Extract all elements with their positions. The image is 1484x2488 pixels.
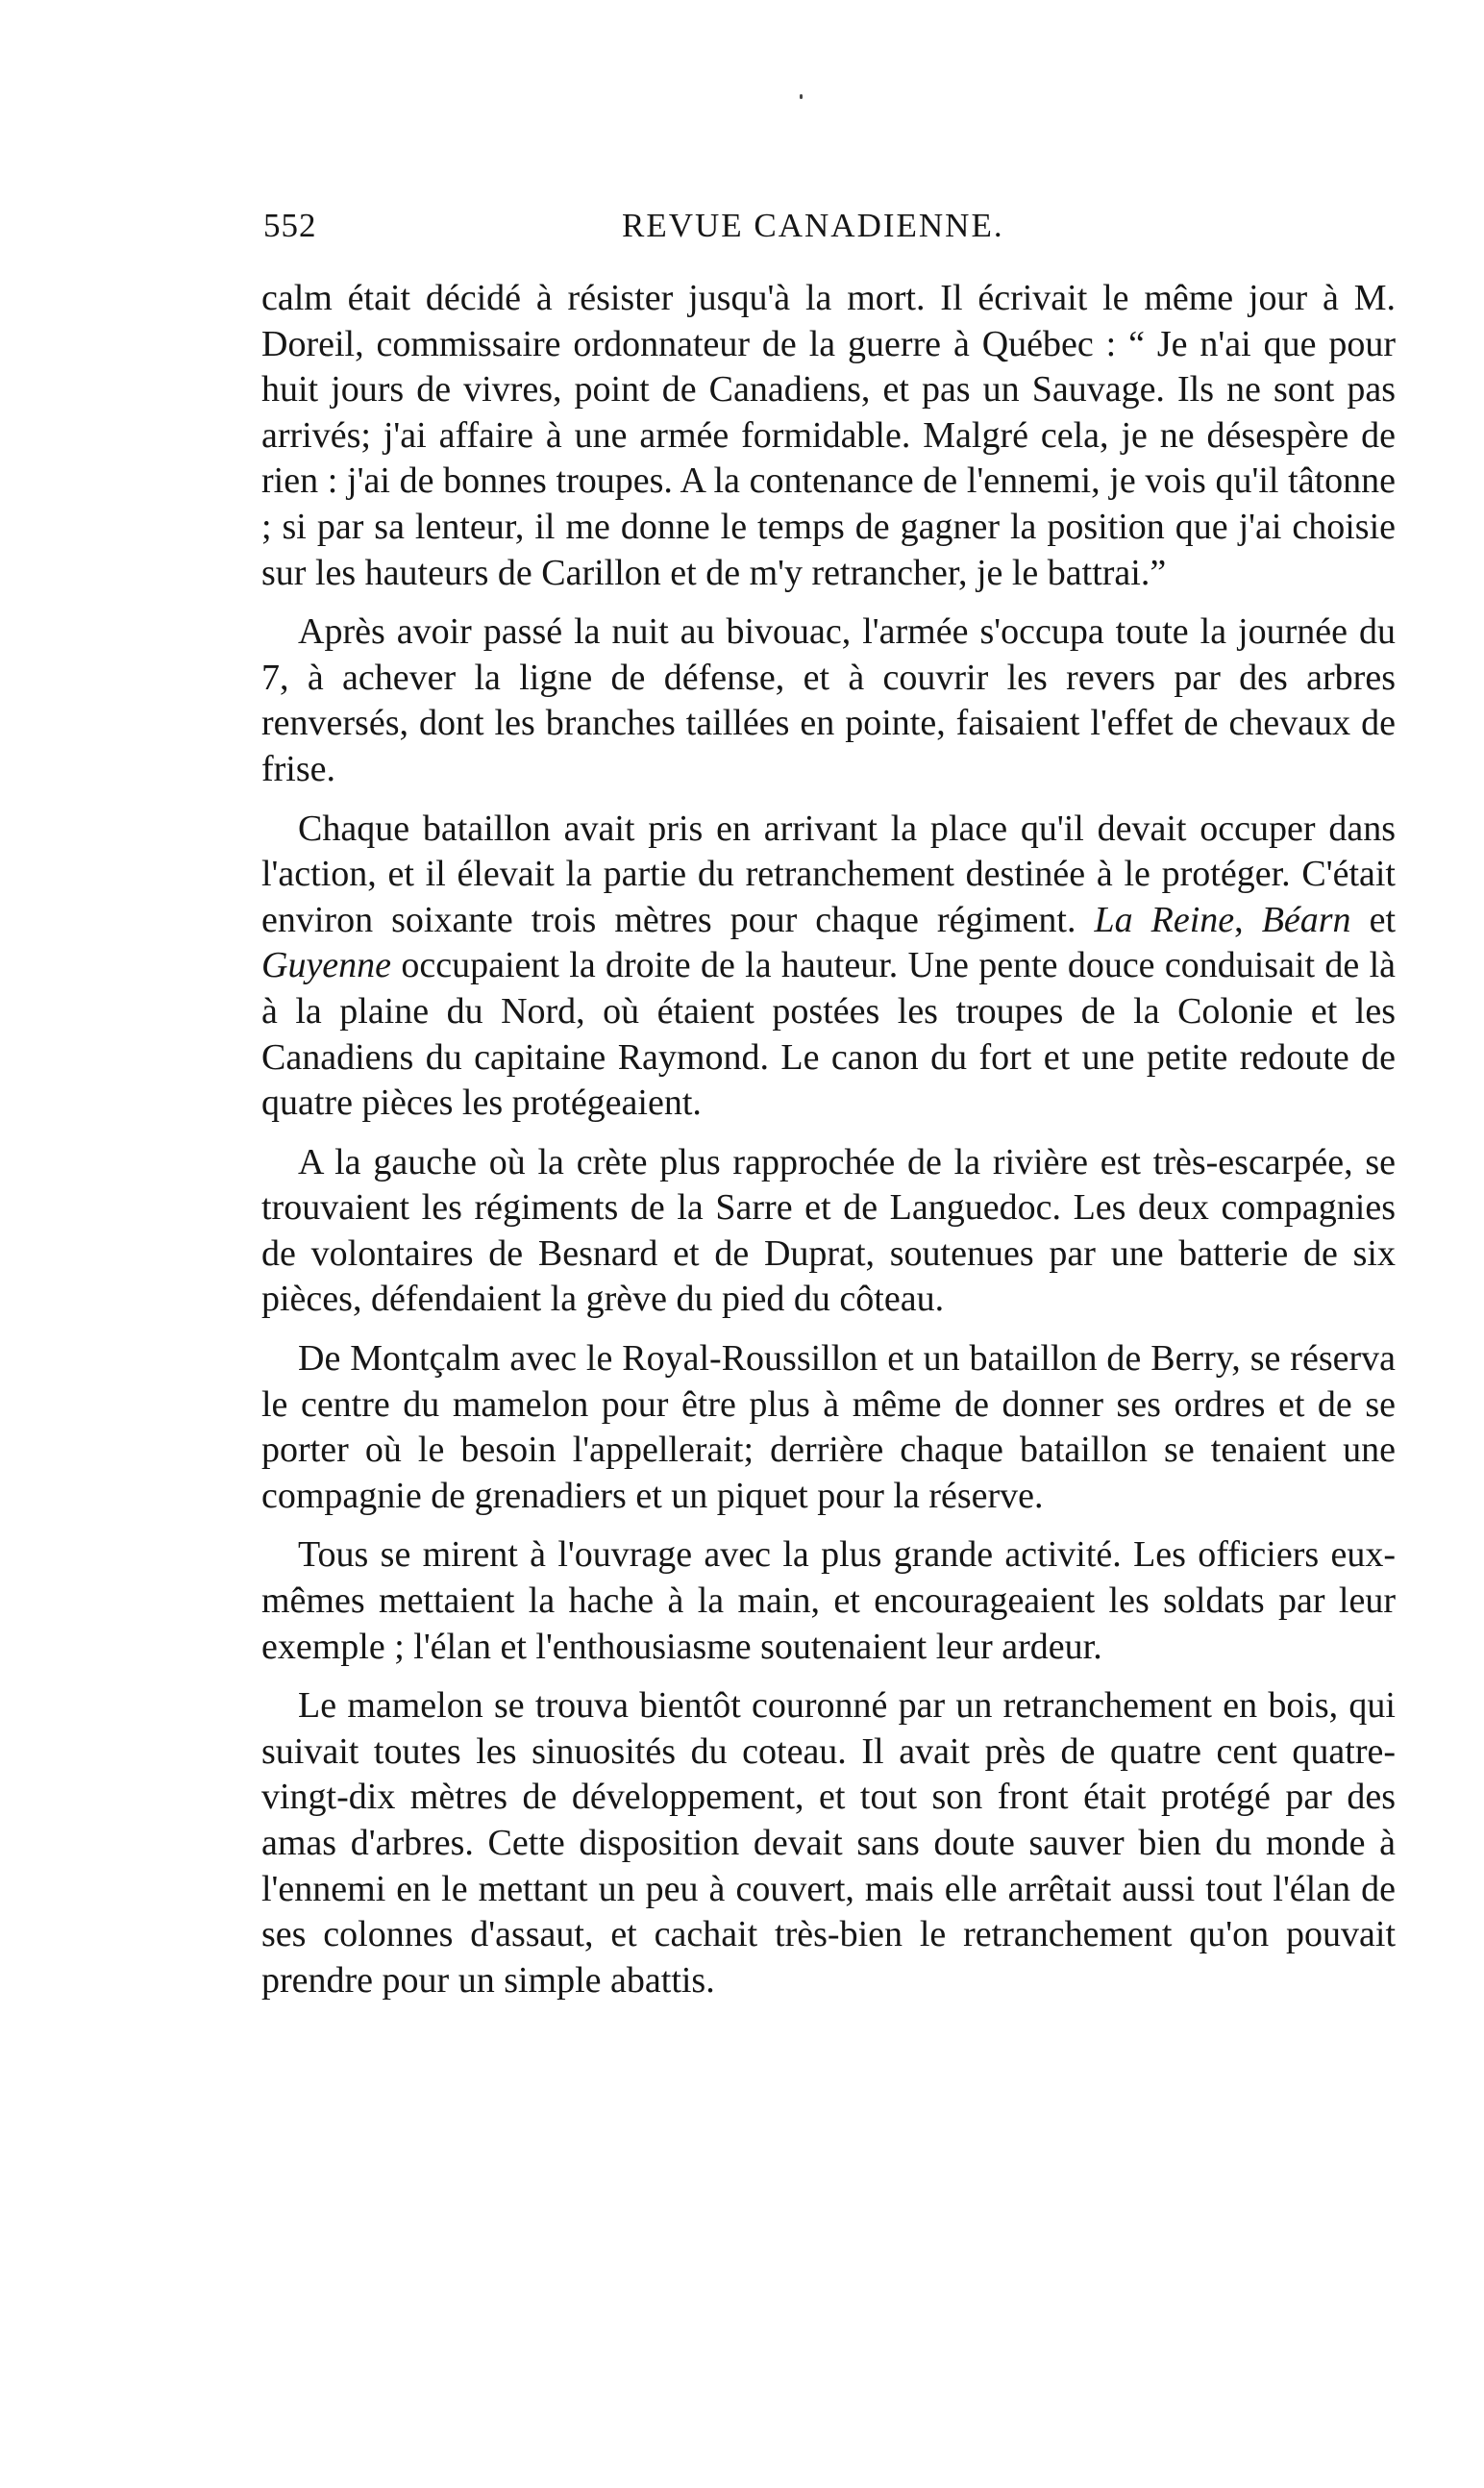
running-head: REVUE CANADIENNE. bbox=[622, 207, 1004, 244]
regiment-bearn: Béarn bbox=[1261, 899, 1351, 940]
page-number: 552 bbox=[263, 207, 317, 244]
paragraph-7: Le mamelon se trouva bientôt couronné par un retranchement en bois, qui suivait toutes les sinuosités du coteau. Il avait près de quatre cent quatre-vingt-dix mètres de développement, et tout son front était protégé par des amas d'arbres. Cette disposition devait sans doute sauver bien du monde à l'ennemi en le mettant un peu à couvert, mais elle arrêtait aussi tout l'élan de ses colonnes d'assaut, et cachait très-bien le retranchement qu'on pouvait prendre pour un simple abattis. bbox=[261, 1685, 1396, 2001]
paragraph-3-sep-1: , bbox=[1234, 899, 1262, 940]
paragraph-3-sep-2: et bbox=[1350, 899, 1397, 940]
regiment-la-reine: La Reine bbox=[1094, 899, 1235, 940]
paragraph-3-text-b: occupaient la droite de la hauteur. Une pente douce conduisait de là à la plaine du Nord, où étaient postées les troupes de la Colonie et les Canadiens du capitaine Raymond. Le canon du fort et une petite redoute de quatre pièces les protégeaient. bbox=[261, 945, 1396, 1124]
body-text bbox=[261, 276, 1396, 2017]
book-page bbox=[261, 197, 1396, 2427]
paragraph-5: De Montçalm avec le Royal-Roussillon et un bataillon de Berry, se réserva le centre du mamelon pour être plus à même de donner ses ordres et de se porter où le besoin l'appellerait; derrière chaque bataillon se tenaient une compagnie de grenadiers et un piquet pour la réserve. bbox=[261, 1338, 1396, 1516]
paragraph-2: Après avoir passé la nuit au bivouac, l'armée s'occupa toute la journée du 7, à achever la ligne de défense, et à couvrir les revers par des arbres renversés, dont les branches taillées en pointe, faisaient l'effet de chevaux de frise. bbox=[261, 611, 1396, 789]
ink-speck bbox=[800, 94, 803, 99]
page-header bbox=[261, 197, 1396, 255]
paragraph-1: calm était décidé à résister jusqu'à la mort. Il écrivait le même jour à M. Doreil, commissaire ordonnateur de la guerre à Québec : “ Je n'ai que pour huit jours de vivres, point de Canadiens, et pas un Sauvage. Ils ne sont pas arrivés; j'ai affaire à une armée formidable. Malgré cela, je ne désespère de rien : j'ai de bonnes troupes. A la contenance de l'ennemi, je vois qu'il tâtonne ; si par sa lenteur, il me donne le temps de gagner la position que j'ai choisie sur les hauteurs de Carillon et de m'y retrancher, je le battrai.” bbox=[261, 278, 1396, 593]
regiment-guyenne: Guyenne bbox=[261, 945, 392, 986]
paragraph-6: Tous se mirent à l'ouvrage avec la plus grande activité. Les officiers eux-mêmes mettaient la hache à la main, et encourageaient les soldats par leur exemple ; l'élan et l'enthousiasme soutenaient leur ardeur. bbox=[261, 1534, 1396, 1667]
paragraph-3 bbox=[261, 807, 1396, 1127]
paragraph-3-text-a: Chaque bataillon avait pris en arrivant la place qu'il devait occuper dans l'action, et il élevait la partie du retranchement destinée à le protéger. C'était environ soixante trois mètres pour chaque régiment. bbox=[261, 808, 1396, 940]
paragraph-4: A la gauche où la crète plus rapprochée de la rivière est très-escarpée, se trouvaient les régiments de la Sarre et de Languedoc. Les deux compagnies de volontaires de Besnard et de Duprat, soutenues par une batterie de six pièces, défendaient la grève du pied du côteau. bbox=[261, 1141, 1396, 1320]
